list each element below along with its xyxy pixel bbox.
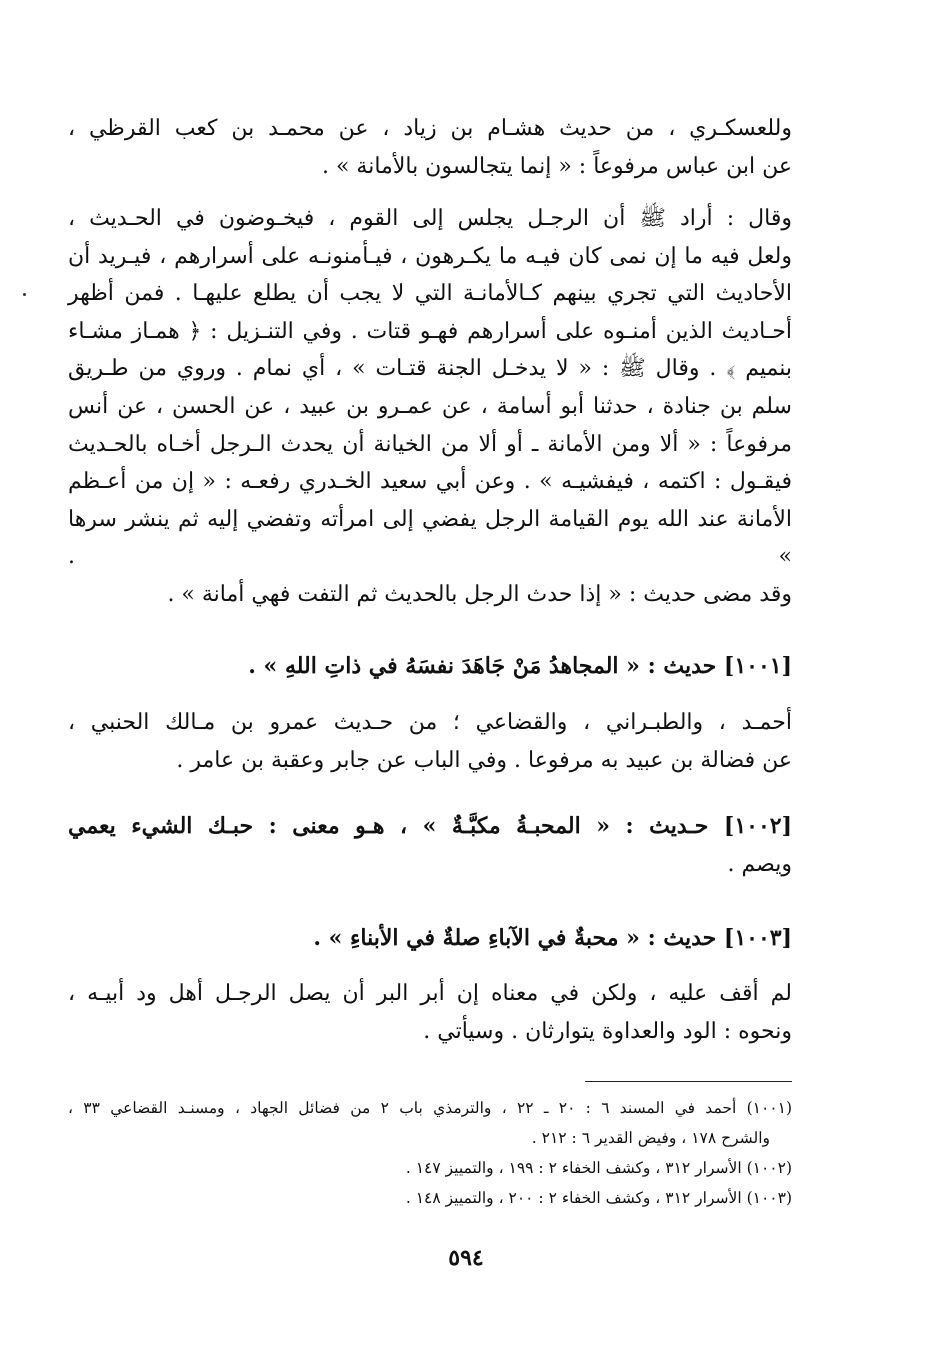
hadith-1003-heading: [١٠٠٣] حديث : « محبةٌ في الآباءِ صلةٌ في الأبناءِ » . xyxy=(313,925,792,951)
text-line: الأحاديث التي تجري بينهم كـالأمانـة التي لا يجب أن يطلع عليهـا . فمن أظهر xyxy=(68,281,792,307)
text-line: [١٠٠٢] حـديث : « المحبـةُ مكبَّـةٌ » ، هـو معنى : حبـك الشيء يعمي xyxy=(68,813,792,839)
text-line: فيقـول : اكتمه ، فيفشيـه » . وعن أبي سعيد الخـدري رفعـه : « إن من أعـظم xyxy=(68,469,792,495)
footnote-separator xyxy=(585,1081,792,1082)
paragraph-commentary xyxy=(68,200,792,614)
text-line: وقال : أراد ﷺ أن الرجـل يجلس إلى القوم ، فيخـوضون في الحـديث ، xyxy=(68,206,792,231)
text-line: عن ابن عباس مرفوعاً : « إنما يتجالسون بالأمانة » . xyxy=(321,153,792,179)
text-line: عن فضالة بن عبيد به مرفوعا . وفي الباب عن جابر وعقبة بن عامر . xyxy=(176,747,792,773)
paragraph-1003-commentary xyxy=(68,975,792,1050)
hadith-1001-heading: [١٠٠١] حديث : « المجاهدُ مَنْ جَاهَدَ نفسَهُ في ذاتِ اللهِ » . xyxy=(248,653,792,679)
text-line: وقد مضى حديث : « إذا حدث الرجل بالحديث ثم التفت فهي أمانة » . xyxy=(167,581,792,607)
page-number: ٥٩٤ xyxy=(448,1245,484,1271)
hadith-1002-heading xyxy=(68,808,792,883)
stray-dot xyxy=(23,293,26,296)
text-line: أحـاديث الذين أمنـوه على أسرارهم فهـو قتات . وفي التنـزيل : ﴿ همـاز مشـاء xyxy=(68,318,792,344)
text-line: سلم بن جنادة ، حدثنا أبو أسامة ، عن عمـرو بن عبيد ، عن الحسن ، عن أنس xyxy=(68,393,792,419)
text-line: ولعل فيه ما إن نمى كان فيـه ما يكـرهون ، فيـأمنونـه على أسرارهم ، فيـريد أن xyxy=(68,243,792,269)
text-line: مرفوعاً : « ألا ومن الأمانة ـ أو ألا من الخيانة أن يحدث الـرجل أخـاه بالحـديث xyxy=(68,431,792,457)
footnote-1002: (١٠٠٢) الأسرار ٣١٢ ، وكشف الخفاء ٢ : ١٩٩ ، والتمييز ١٤٧ . xyxy=(405,1159,792,1177)
text-line: وللعسكـري ، من حديث هشـام بن زياد ، عن محمـد بن كعب القرظي ، xyxy=(68,116,792,141)
text-line: أحمـد ، والطبـراني ، والقضاعي ؛ من حـديث عمرو بن مـالك الحنبي ، xyxy=(68,710,792,735)
text-line: بنميم ﴾ . وقال ﷺ : « لا يدخـل الجنة قتـات » ، أي نمام . وروي من طـريق xyxy=(68,356,792,382)
paragraph-askari xyxy=(68,110,792,185)
footnote-1001-line: والشرح ١٧٨ ، وفيض القدير ٦ : ٢١٢ . xyxy=(531,1129,770,1147)
footnote-1001-line: (١٠٠١) أحمد في المسند ٦ : ٢٠ ـ ٢٢ ، والترمذي باب ٢ من فضائل الجهاد ، ومسنـد القضاعي ٣٣ ، xyxy=(68,1099,792,1117)
footnotes xyxy=(68,1093,792,1213)
text-line: الأمانة عند الله يوم القيامة الرجل يفضي إلى امرأته وتفضي إليه ثم ينشر سرها » . xyxy=(68,506,792,570)
text-line: ونحوه : الود والعداوة يتوارثان . وسيأتي . xyxy=(423,1018,792,1044)
text-line: ويصم . xyxy=(727,851,792,877)
footnote-1003: (١٠٠٣) الأسرار ٣١٢ ، وكشف الخفاء ٢ : ٢٠٠ ، والتمييز ١٤٨ . xyxy=(405,1189,792,1207)
text-line: لم أقف عليه ، ولكن في معناه إن أبر البر أن يصل الرجـل أهل ود أبيـه ، xyxy=(68,981,792,1006)
paragraph-1001-sources xyxy=(68,704,792,779)
